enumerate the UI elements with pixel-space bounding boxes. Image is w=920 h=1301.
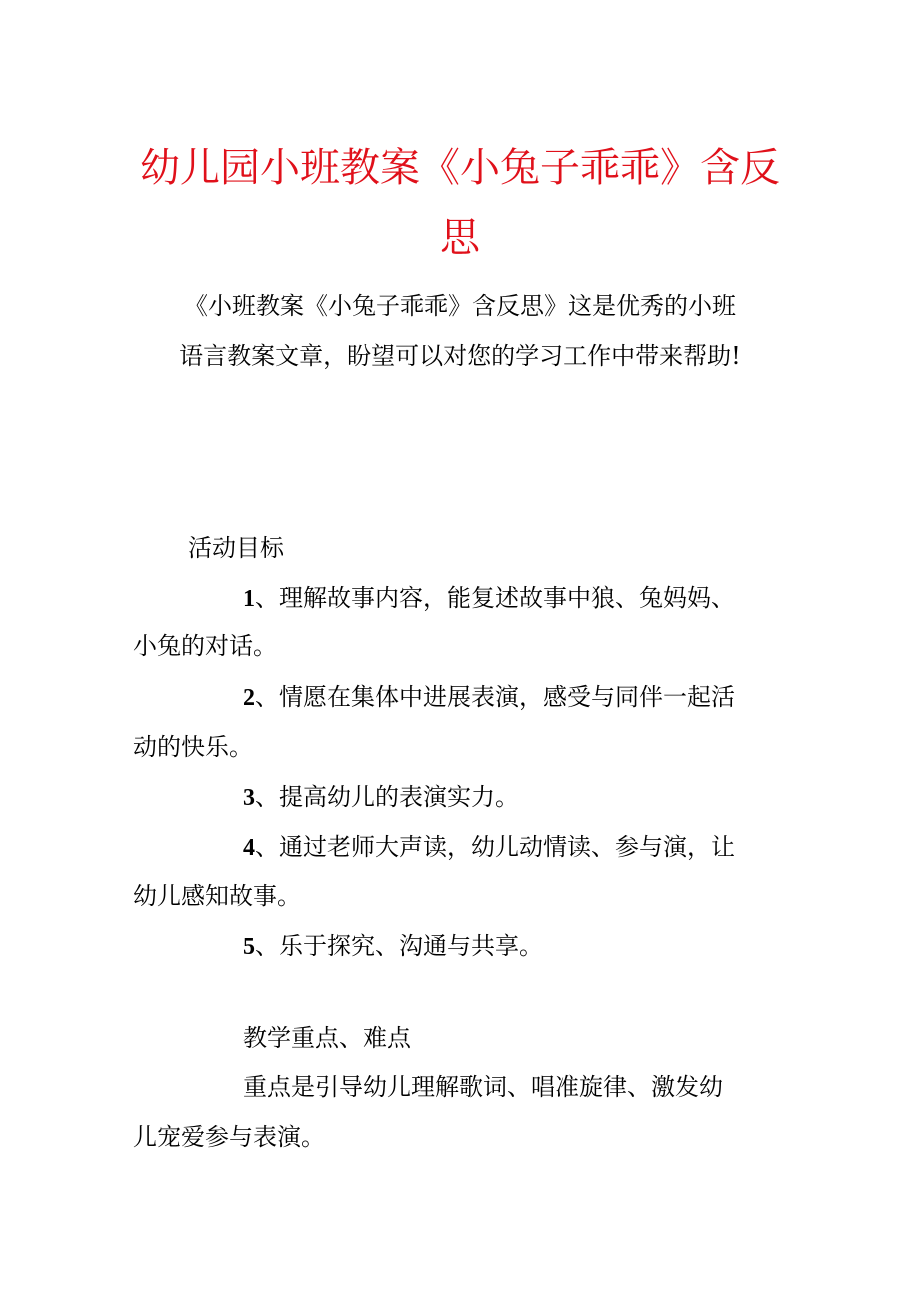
key-points-line-2: 儿宠爱参与表演。: [133, 1123, 325, 1151]
goal-item-4-continuation: 幼儿感知故事。: [133, 882, 301, 910]
goal-item-5: [243, 931, 543, 962]
goal-number: 1: [243, 586, 255, 612]
goal-text: 、通过老师大声读，幼儿动情读、参与演，让: [255, 833, 735, 861]
goal-number: 2: [243, 685, 255, 711]
goal-item-2: [243, 682, 735, 713]
document-title-line-2: 思: [440, 215, 480, 261]
goal-text: 、理解故事内容，能复述故事中狼、兔妈妈、: [255, 584, 735, 612]
document-title-line-1: 幼儿园小班教案《小兔子乖乖》含反: [140, 145, 780, 191]
goal-text: 、情愿在集体中进展表演，感受与同伴一起活: [255, 683, 735, 711]
goal-number: 5: [243, 934, 255, 960]
goals-heading: 活动目标: [188, 534, 284, 562]
goal-item-1-continuation: 小兔的对话。: [133, 632, 277, 660]
goal-number: 4: [243, 835, 255, 861]
goal-item-3: [243, 782, 519, 813]
goal-text: 、提高幼儿的表演实力。: [255, 783, 519, 811]
goal-item-4: [243, 832, 735, 863]
intro-line-2: 语言教案文章，盼望可以对您的学习工作中带来帮助!: [179, 342, 741, 370]
goal-item-1: [243, 583, 735, 614]
key-points-line-1: 重点是引导幼儿理解歌词、唱准旋律、激发幼: [243, 1073, 723, 1101]
goal-text: 、乐于探究、沟通与共享。: [255, 932, 543, 960]
key-points-heading: 教学重点、难点: [243, 1024, 411, 1052]
goal-number: 3: [243, 785, 255, 811]
intro-line-1: 《小班教案《小兔子乖乖》含反思》这是优秀的小班: [184, 292, 736, 320]
goal-item-2-continuation: 动的快乐。: [133, 733, 253, 761]
